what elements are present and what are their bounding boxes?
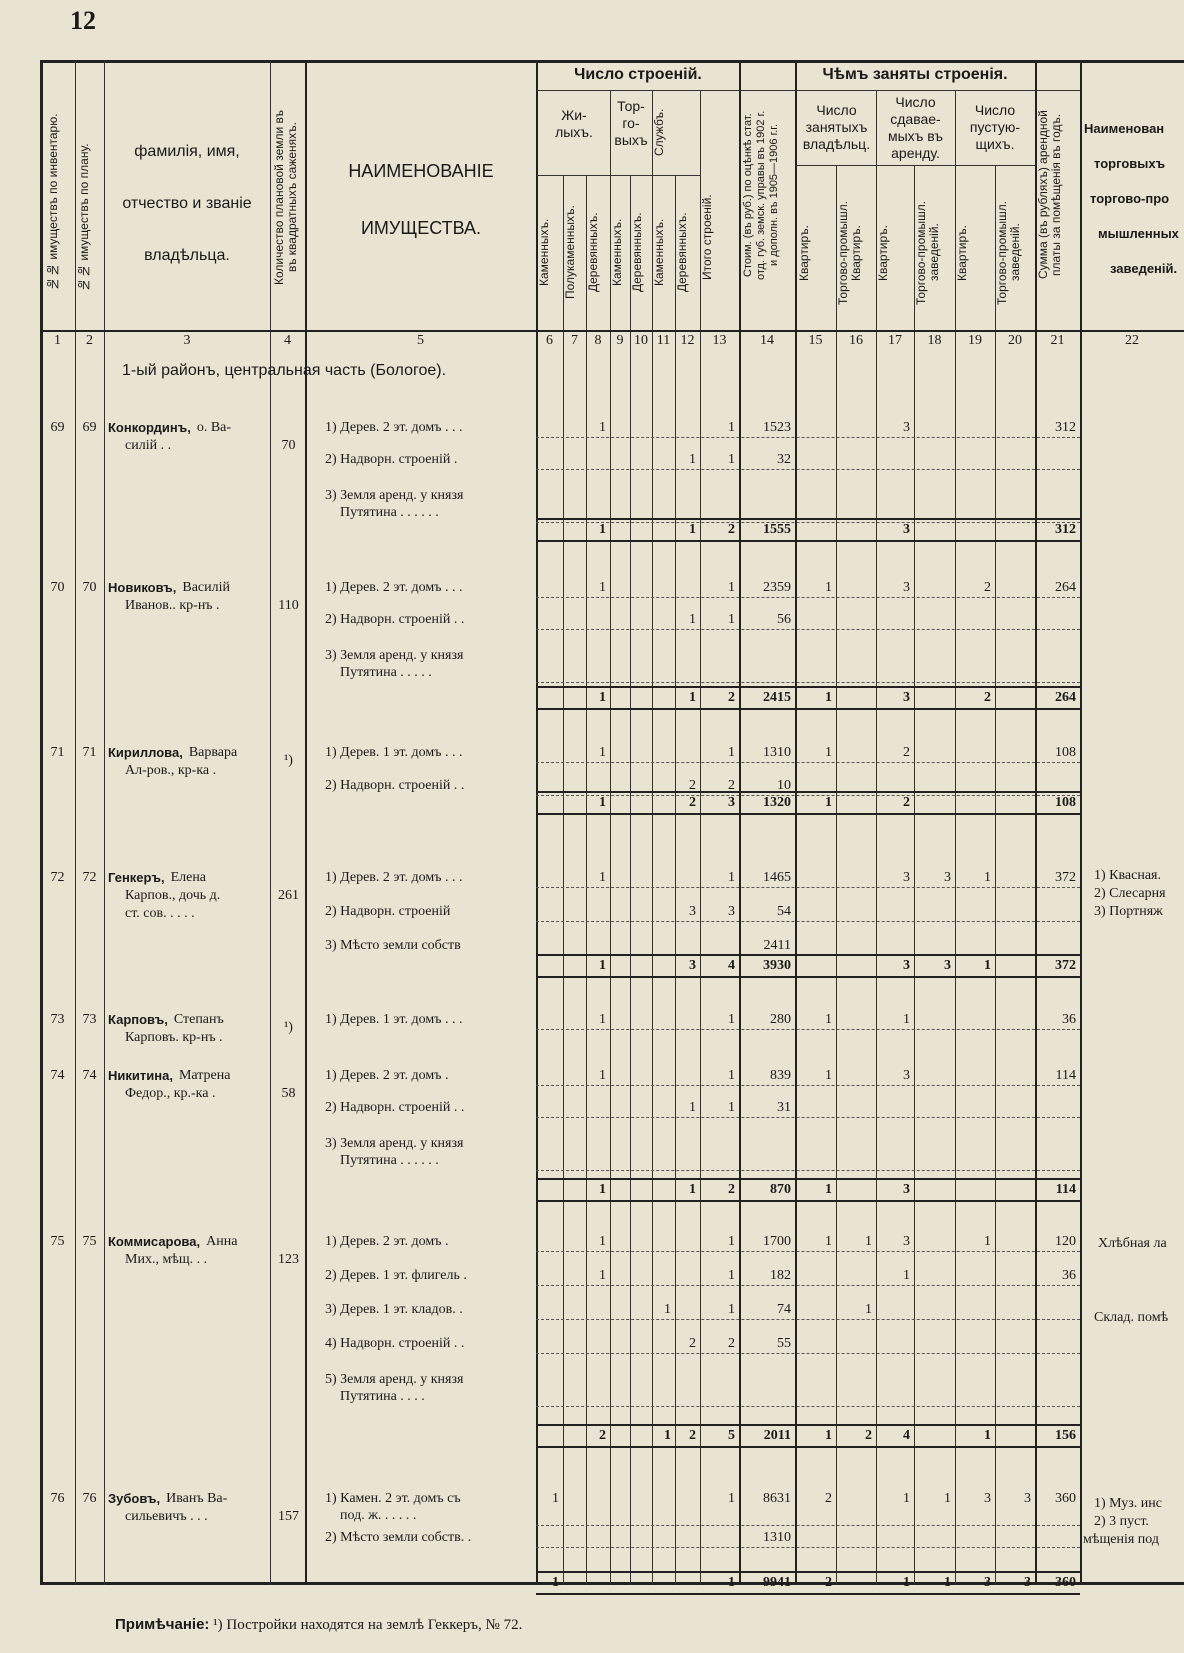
total-value: 1 <box>825 1182 832 1197</box>
item-value: 1 <box>825 745 832 760</box>
total-value: 3 <box>903 522 910 537</box>
header-inventory-no: №№ имуществъ по инвентарю. <box>46 113 60 292</box>
column-number: 12 <box>680 333 695 348</box>
header-halfstone: Полукаменныхъ. <box>563 205 577 300</box>
header-c22-3: торгово-про <box>1090 191 1170 206</box>
land-area: 261 <box>278 888 299 903</box>
item-value: 2411 <box>763 938 791 953</box>
column-number: 16 <box>849 333 863 348</box>
item-value: 1 <box>599 420 606 435</box>
header-flats-3: Квартиръ. <box>955 224 969 281</box>
item-value: 1 <box>865 1302 872 1317</box>
total-value: 312 <box>1055 522 1076 537</box>
plan-number: 75 <box>82 1234 97 1249</box>
owner-surname: Кириллова, <box>108 745 183 760</box>
plan-number: 69 <box>82 420 97 435</box>
total-value: 1 <box>825 795 832 810</box>
item-value: 1 <box>825 1234 832 1249</box>
item-value: 3 <box>903 580 910 595</box>
total-value: 1 <box>984 958 991 973</box>
column-number: 20 <box>1008 333 1022 348</box>
total-value: 1555 <box>763 522 791 537</box>
item-value: 31 <box>777 1100 791 1115</box>
header-c22-1: Наименован <box>1084 121 1165 136</box>
column-number: 4 <box>284 333 291 348</box>
owner-name-rest: Елена <box>170 870 207 885</box>
owner-surname: Новиковъ, <box>108 580 177 595</box>
item-value: 1465 <box>763 870 791 885</box>
owner-name-line2: Карпов., дочь д. <box>125 888 221 903</box>
item-value: 1 <box>984 1234 991 1249</box>
item-value: 1 <box>599 580 606 595</box>
item-value: 1 <box>728 870 735 885</box>
item-value: 1 <box>599 745 606 760</box>
item-value: 2 <box>728 1336 735 1351</box>
property-item: 1) Дерев. 2 эт. домъ . . . <box>325 870 463 885</box>
item-value: 372 <box>1055 870 1076 885</box>
column-number: 21 <box>1050 333 1065 348</box>
footnote-label: Примѣчаніе: <box>115 1616 210 1633</box>
item-value: 1 <box>903 1268 910 1283</box>
item-value: 56 <box>777 612 791 627</box>
header-num-buildings: Число строеній. <box>574 66 702 83</box>
column-number: 8 <box>594 333 602 348</box>
total-value: 2 <box>728 522 735 537</box>
property-item: 3) Земля аренд. у князя <box>325 648 464 663</box>
establishment-72-1: 1) Квасная. <box>1094 868 1161 883</box>
owner-surname: Коммисарова, <box>108 1234 201 1249</box>
column-number: 19 <box>968 333 982 348</box>
total-value: 1 <box>689 1182 696 1197</box>
item-value: 1 <box>728 612 735 627</box>
total-value: 3 <box>903 958 910 973</box>
property-item-cont: Путятина . . . . . . <box>340 505 439 520</box>
total-value: 3 <box>903 1182 910 1197</box>
column-number: 22 <box>1125 333 1139 348</box>
item-value: 1 <box>728 1268 735 1283</box>
column-number: 11 <box>656 333 671 348</box>
establishment-76-1: 1) Муз. инс <box>1094 1496 1162 1511</box>
item-value: 3 <box>903 420 910 435</box>
total-value: 1 <box>599 1182 606 1197</box>
item-value: 3 <box>944 870 951 885</box>
total-value: 2 <box>825 1575 832 1590</box>
owner-name-rest: Анна <box>206 1234 238 1249</box>
total-value: 2 <box>903 795 910 810</box>
header-flats-1: Квартиръ. <box>797 224 811 281</box>
total-value: 3 <box>1024 1575 1031 1590</box>
property-item: 2) Надворн. строеній <box>325 904 451 919</box>
item-value: 1 <box>984 870 991 885</box>
property-item-cont: Путятина . . . . . . <box>340 1153 439 1168</box>
item-value: 1310 <box>763 1530 791 1545</box>
item-value: 1 <box>689 452 696 467</box>
header-trade-est-1: Торгово-промышл. заведеній. <box>914 200 941 305</box>
column-number: 1 <box>54 333 61 348</box>
header-service: Службъ. <box>652 108 666 157</box>
header-wooden-2: Деревянныхъ. <box>630 212 644 293</box>
item-value: 1 <box>903 1491 910 1506</box>
property-item: 1) Дерев. 2 эт. домъ . . . <box>325 580 463 595</box>
property-item: 1) Дерев. 1 эт. домъ . . . <box>325 745 463 760</box>
item-value: 1 <box>728 1068 735 1083</box>
district-title: 1-ый районъ, центральная часть (Бологое). <box>122 362 447 379</box>
column-number: 10 <box>634 333 648 348</box>
column-number: 17 <box>888 333 902 348</box>
item-value: 2 <box>903 745 910 760</box>
item-value: 3 <box>903 870 910 885</box>
column-number: 2 <box>86 333 93 348</box>
item-value: 2 <box>825 1491 832 1506</box>
item-value: 2 <box>689 778 696 793</box>
land-area: ¹) <box>284 1020 293 1035</box>
item-value: 108 <box>1055 745 1076 760</box>
header-owner-occupied: Число занятыхъ владѣльц. <box>802 102 871 152</box>
header-c22-5: заведеній. <box>1110 261 1178 276</box>
header-occupied-by: Чѣмъ заняты строенія. <box>822 66 1008 83</box>
property-item: 1) Дерев. 2 эт. домъ . . . <box>325 420 463 435</box>
item-value: 1 <box>664 1302 671 1317</box>
total-value: 1 <box>599 522 606 537</box>
header-wooden-1: Деревянныхъ. <box>586 212 600 293</box>
item-value: 1 <box>944 1491 951 1506</box>
header-property-1: НАИМЕНОВАНІЕ <box>348 161 494 181</box>
total-value: 156 <box>1055 1428 1076 1443</box>
footnote <box>115 1616 522 1634</box>
owner-name-rest: о. Ва- <box>196 420 232 435</box>
item-value: 2 <box>689 1336 696 1351</box>
total-value: 1 <box>984 1428 991 1443</box>
item-value: 1 <box>728 1302 735 1317</box>
header-owner-1: фамилія, имя, <box>134 143 240 160</box>
plan-number: 74 <box>82 1068 97 1083</box>
item-value: 55 <box>777 1336 791 1351</box>
item-value: 1 <box>728 420 735 435</box>
owner-name-line2: сильевичъ . . . <box>125 1509 208 1524</box>
item-value: 2 <box>984 580 991 595</box>
item-value: 1 <box>728 1100 735 1115</box>
land-area: 157 <box>278 1509 299 1524</box>
item-value: 54 <box>777 904 791 919</box>
property-item: 3) Мѣсто земли собств <box>325 938 461 953</box>
item-value: 3 <box>903 1234 910 1249</box>
establishment-75-1: Хлѣбная ла <box>1098 1236 1167 1251</box>
owner-name-rest: Степанъ <box>173 1012 224 1027</box>
establishment-72-3: 3) Портняж <box>1094 904 1163 919</box>
owner-name-line3: ст. сов. . . . . <box>125 906 195 921</box>
item-value: 1 <box>865 1234 872 1249</box>
item-value: 1 <box>599 870 606 885</box>
header-trade: Тор- го- выхъ <box>614 98 648 148</box>
owner-surname: Зубовъ, <box>108 1491 161 1506</box>
header-property-2: ИМУЩЕСТВА. <box>360 218 482 238</box>
header-owner-3: владѣльца. <box>144 247 230 264</box>
header-stone-2: Каменныхъ. <box>610 218 624 287</box>
total-value: 3 <box>903 690 910 705</box>
total-value: 1 <box>689 690 696 705</box>
header-c22-2: торговыхъ <box>1094 156 1166 171</box>
owner-name-line2: Мих., мѣщ. . . <box>125 1252 208 1267</box>
total-value: 3 <box>689 958 696 973</box>
total-value: 2 <box>599 1428 606 1443</box>
header-empty: Число пустую- щихъ. <box>969 102 1021 152</box>
total-value: 4 <box>903 1428 910 1443</box>
header-rent-sum: Сумма (въ рубляхъ) арендной платы за помѣщенія въ годъ. <box>1036 110 1063 280</box>
total-value: 5 <box>728 1428 735 1443</box>
total-value: 3 <box>728 795 735 810</box>
item-value: 36 <box>1062 1268 1076 1283</box>
item-value: 1 <box>825 580 832 595</box>
item-value: 1 <box>599 1268 606 1283</box>
item-value: 1 <box>689 1100 696 1115</box>
total-value: 1 <box>728 1575 735 1590</box>
total-value: 1 <box>599 795 606 810</box>
item-value: 1 <box>728 1012 735 1027</box>
item-value: 1 <box>689 612 696 627</box>
owner-name-line2: силій . . <box>125 438 172 453</box>
total-value: 1 <box>689 522 696 537</box>
property-item: 1) Дерев. 2 эт. домъ . <box>325 1068 449 1083</box>
item-value: 10 <box>777 778 791 793</box>
column-number: 18 <box>927 333 942 348</box>
property-item: 3) Дерев. 1 эт. кладов. . <box>325 1302 463 1317</box>
property-item: 1) Камен. 2 эт. домъ съ <box>325 1491 461 1506</box>
header-rented: Число сдавае- мыхъ въ аренду. <box>887 94 944 161</box>
column-number: 6 <box>546 333 553 348</box>
land-area: 123 <box>278 1252 299 1267</box>
item-value: 182 <box>770 1268 791 1283</box>
total-value: 1 <box>664 1428 671 1443</box>
total-value: 2415 <box>763 690 791 705</box>
total-value: 2 <box>865 1428 872 1443</box>
item-value: 1 <box>903 1012 910 1027</box>
land-area: 70 <box>281 438 296 453</box>
total-value: 372 <box>1055 958 1076 973</box>
item-value: 312 <box>1055 420 1076 435</box>
header-wooden-3: Деревянныхъ. <box>675 212 689 293</box>
item-value: 1310 <box>763 745 791 760</box>
total-value: 1 <box>599 958 606 973</box>
total-value: 870 <box>770 1182 791 1197</box>
property-item: 3) Земля аренд. у князя <box>325 488 464 503</box>
inventory-number: 71 <box>50 745 65 760</box>
total-value: 2 <box>689 795 696 810</box>
total-value: 1 <box>552 1575 559 1590</box>
item-value: 360 <box>1055 1491 1076 1506</box>
total-value: 4 <box>728 958 735 973</box>
property-item: 2) Мѣсто земли собств. . <box>325 1530 472 1545</box>
header-area: Количество плановой земли въ въ квадратныхъ саженяхъ. <box>272 110 299 286</box>
property-item: 2) Дерев. 1 эт. флигель . <box>325 1268 467 1283</box>
property-item: 1) Дерев. 1 эт. домъ . . . <box>325 1012 463 1027</box>
inventory-number: 76 <box>50 1491 65 1506</box>
item-value: 1523 <box>763 420 791 435</box>
header-c22-4: мышленных <box>1098 226 1179 241</box>
inventory-number: 69 <box>50 420 65 435</box>
owner-name-rest: Иванъ Ва- <box>166 1491 228 1506</box>
item-value: 1 <box>728 1234 735 1249</box>
header-living: Жи- лыхъ. <box>555 107 593 140</box>
total-value: 1 <box>944 1575 951 1590</box>
item-value: 36 <box>1062 1012 1076 1027</box>
header-total-buildings: Итого строеній. <box>700 194 714 281</box>
total-value: 108 <box>1055 795 1076 810</box>
header-trade-flats-1: Торгово-промышл. Квартиръ. <box>836 200 863 305</box>
column-number: 3 <box>183 333 191 348</box>
inventory-number: 73 <box>50 1012 65 1027</box>
column-number: 7 <box>571 333 578 348</box>
establishment-72-2: 2) Слесарня <box>1094 886 1166 901</box>
item-value: 1 <box>825 1068 832 1083</box>
property-item: 5) Земля аренд. у князя <box>325 1372 464 1387</box>
owner-surname: Конкординъ, <box>108 420 191 435</box>
header-valuation: Стоим. (въ руб.) по оцѣнкѣ стат. отд. губ. земск. управы въ 1902 г. и дополн. въ 1905—1906 г.г. <box>742 110 780 280</box>
owner-name-line2: Федор., кр.-ка . <box>125 1086 216 1101</box>
item-value: 114 <box>1055 1068 1076 1083</box>
plan-number: 71 <box>82 745 97 760</box>
item-value: 3 <box>903 1068 910 1083</box>
total-value: 1320 <box>763 795 791 810</box>
header-stone-1: Каменныхъ. <box>537 218 551 287</box>
total-value: 2 <box>728 690 735 705</box>
item-value: 3 <box>1024 1491 1031 1506</box>
item-value: 1700 <box>763 1234 791 1249</box>
owner-name-rest: Василій <box>182 580 230 595</box>
item-value: 2359 <box>763 580 791 595</box>
column-number: 13 <box>712 333 727 348</box>
owner-surname: Карповъ, <box>108 1012 168 1027</box>
item-value: 1 <box>599 1068 606 1083</box>
property-item-cont: Путятина . . . . . <box>340 665 432 680</box>
header-flats-2: Квартиръ. <box>876 224 890 281</box>
total-value: 1 <box>825 1428 832 1443</box>
inventory-number: 75 <box>50 1234 65 1249</box>
land-area: 110 <box>278 598 299 613</box>
total-value: 114 <box>1055 1182 1076 1197</box>
item-value: 280 <box>770 1012 791 1027</box>
property-item: 2) Надворн. строеній . . <box>325 1100 465 1115</box>
property-item: 4) Надворн. строеній . . <box>325 1336 465 1351</box>
total-value: 2011 <box>763 1428 791 1443</box>
total-value: 2 <box>689 1428 696 1443</box>
property-item-cont: Путятина . . . . <box>340 1389 425 1404</box>
total-value: 360 <box>1055 1575 1076 1590</box>
owner-surname: Никитина, <box>108 1068 173 1083</box>
plan-number: 73 <box>82 1012 97 1027</box>
item-value: 8631 <box>763 1491 791 1506</box>
footnote-text: ¹) Постройки находятся на землѣ Геккеръ, № 72. <box>213 1617 523 1633</box>
item-value: 1 <box>599 1234 606 1249</box>
owner-name-rest: Варвара <box>188 745 238 760</box>
establishment-76-2: 2) 3 пуст. <box>1094 1514 1149 1529</box>
property-item: 2) Надворн. строеній . <box>325 452 458 467</box>
item-value: 3 <box>728 904 735 919</box>
total-value: 3 <box>944 958 951 973</box>
owner-name-line2: Карповъ. кр-нъ . <box>125 1030 223 1045</box>
land-area: ¹) <box>284 753 293 768</box>
column-number: 14 <box>760 333 774 348</box>
owner-name-line2: Иванов.. кр-нъ . <box>125 598 220 613</box>
item-value: 1 <box>599 1012 606 1027</box>
inventory-number: 72 <box>50 870 65 885</box>
column-number: 9 <box>616 333 624 348</box>
plan-number: 70 <box>82 580 97 595</box>
total-value: 1 <box>599 690 606 705</box>
owner-name-rest: Матрена <box>178 1068 231 1083</box>
item-value: 1 <box>825 1012 832 1027</box>
inventory-number: 70 <box>50 580 65 595</box>
property-item: 3) Земля аренд. у князя <box>325 1136 464 1151</box>
item-value: 839 <box>770 1068 791 1083</box>
item-value: 32 <box>777 452 791 467</box>
establishment-75-2: Склад. помѣ <box>1094 1310 1169 1325</box>
column-number: 15 <box>808 333 823 348</box>
total-value: 2 <box>984 690 991 705</box>
owner-surname: Генкеръ, <box>108 870 165 885</box>
total-value: 3930 <box>763 958 791 973</box>
item-value: 1 <box>728 745 735 760</box>
total-value: 2 <box>728 1182 735 1197</box>
item-value: 1 <box>728 452 735 467</box>
plan-number: 76 <box>82 1491 97 1506</box>
item-value: 1 <box>552 1491 559 1506</box>
property-item-cont: под. ж. . . . . . <box>340 1508 417 1523</box>
item-value: 74 <box>777 1302 791 1317</box>
property-item: 2) Надворн. строеній . . <box>325 612 465 627</box>
total-value: 1 <box>825 690 832 705</box>
item-value: 3 <box>689 904 696 919</box>
item-value: 264 <box>1055 580 1076 595</box>
item-value: 1 <box>728 580 735 595</box>
inventory-number: 74 <box>50 1068 65 1083</box>
establishment-76-3: мѣщенія под <box>1083 1532 1159 1547</box>
header-plan-no: №№ имуществъ по плану. <box>77 143 91 292</box>
plan-number: 72 <box>82 870 97 885</box>
total-value: 264 <box>1055 690 1076 705</box>
property-item: 2) Надворн. строеній . . <box>325 778 465 793</box>
total-value: 9941 <box>763 1575 791 1590</box>
property-item: 1) Дерев. 2 эт. домъ . <box>325 1234 449 1249</box>
page-number: 12 <box>70 6 96 35</box>
header-stone-3: Каменныхъ. <box>652 218 666 287</box>
item-value: 120 <box>1055 1234 1076 1249</box>
item-value: 1 <box>728 1491 735 1506</box>
land-area: 58 <box>281 1086 296 1101</box>
item-value: 3 <box>984 1491 991 1506</box>
column-number: 5 <box>417 333 424 348</box>
total-value: 3 <box>984 1575 991 1590</box>
owner-name-line2: Ал-ров., кр-ка . <box>125 763 217 778</box>
header-trade-est-2: Торгово-промышл. заведеній. <box>995 200 1022 305</box>
header-owner-2: отчество и званіе <box>122 195 252 212</box>
item-value: 2 <box>728 778 735 793</box>
total-value: 1 <box>903 1575 910 1590</box>
